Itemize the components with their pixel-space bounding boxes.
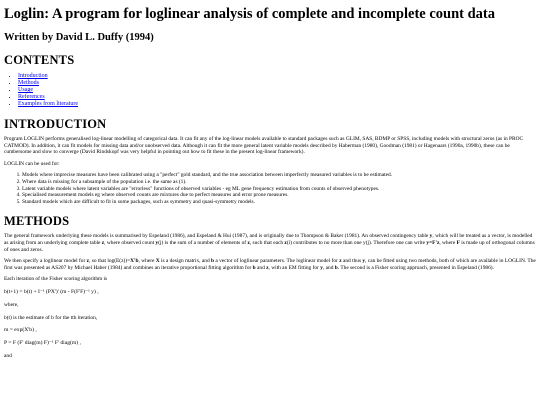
toc-item bbox=[18, 73, 536, 80]
uses-item: 5. Standard models which are difficult to fit in some packages, such as symmetry and quasi-symmetry models. bbox=[22, 199, 536, 206]
toc-item bbox=[18, 87, 536, 94]
toc-item bbox=[18, 80, 536, 87]
toc-link-references[interactable]: References bbox=[18, 94, 45, 100]
methods-paragraph-2: We then specify a loglinear model for z, so that log(E(z))=X'b, where X is a design matrix, and b a vector of loglinear parameters. The loglinear model for z and thus y, can be fitted using two methods, both of which are available in LOGLIN. The first was presented as AS207 by Michael Haber (1984) and combines an iterative proportional fitting algorithm for b and z, with an EM fitting for y, and b. The second is a Fisher scoring approach, presented in Espeland (1986). bbox=[4, 258, 536, 271]
introduction-heading: INTRODUCTION bbox=[4, 117, 107, 131]
where-label: where, bbox=[4, 301, 19, 308]
p-definition-formula: P = F (F' diag(m) F)⁻¹ F' diag(m) , bbox=[4, 340, 81, 347]
uses-item: 4. Specialised measurement models eg where observed counts are mixtures due to perfect measures and error prone measures. bbox=[22, 192, 536, 199]
introduction-paragraph: Program LOGLIN performs generalised log-linear modelling of categorical data. It can fit any of the log-linear models available to standard packages such as GLIM, SAS, BDMP or SPSS, including models with structural zeros (as in PROC CATMOD). In addition, it can fit models for missing data and/or unobserved data. Although it can fit the more general latent variable models described by Haberman (1980), Goodman (1981) or Hagenaars (1990a, 1990b), these can be cumbersome and slow to converge (David Rindskopf was very helpful in pointing out how to fit these in the present log-linear framework). bbox=[4, 136, 524, 156]
uses-item: 3. Latent variable models where latent variables are "errorless" functions of observed variables - eg ML gene frequency estimation from counts of observed phenotypes. bbox=[22, 186, 536, 193]
toc-item bbox=[18, 94, 536, 101]
bt-definition: b(t) is the estimate of b for the tth iteration, bbox=[4, 314, 98, 321]
contents-list bbox=[4, 73, 536, 108]
methods-heading: METHODS bbox=[4, 214, 70, 229]
uses-list bbox=[4, 172, 536, 205]
uses-intro-paragraph: LOGLIN can be used for: bbox=[4, 160, 60, 167]
fisher-update-formula: b(t+1) = b(t) + I⁻¹ (PX')' (m - F(F'F)⁻¹ y) , bbox=[4, 288, 99, 295]
m-definition-formula: m = exp(X'b) , bbox=[4, 327, 37, 334]
contents-heading: CONTENTS bbox=[4, 53, 75, 67]
byline: Written by David L. Duffy (1994) bbox=[4, 32, 154, 43]
uses-item: 1. Models where imprecise measures have been calibrated using a "perfect" gold standard, and the true association between imperfectly measured variables is to be estimated. bbox=[22, 172, 536, 179]
toc-link-usage[interactable]: Usage bbox=[18, 87, 33, 93]
toc-link-introduction[interactable]: Introduction bbox=[18, 73, 48, 79]
toc-link-methods[interactable]: Methods bbox=[18, 80, 39, 86]
fisher-scoring-intro: Each iteration of the Fisher scoring algorithm is bbox=[4, 276, 108, 283]
methods-paragraph-1: The general framework underlying these models is summarised by Espeland (1986), and Espeland & Hui (1987), and is originally due to Thompson & Baker (1981). An observed contingency table y, which will be treated as a vector, is modelled as arising from an underlying complete table z, where observed count y(j) is the sum of a number of elements of z, such that each z(i) contributes to no more than one y(j). Therefore one can write y=F'z, where F is made up of orthogonal columns of ones and zeros. bbox=[4, 233, 535, 253]
toc-link-examples[interactable]: Examples from literature bbox=[18, 101, 78, 107]
page-title: Loglin: A program for loglinear analysis of complete and incomplete count data bbox=[4, 6, 495, 22]
and-label: and bbox=[4, 353, 12, 360]
uses-item: 2. Where data is missing for a subsample of the population i.e. the same as (1). bbox=[22, 179, 536, 186]
toc-item bbox=[18, 101, 536, 108]
